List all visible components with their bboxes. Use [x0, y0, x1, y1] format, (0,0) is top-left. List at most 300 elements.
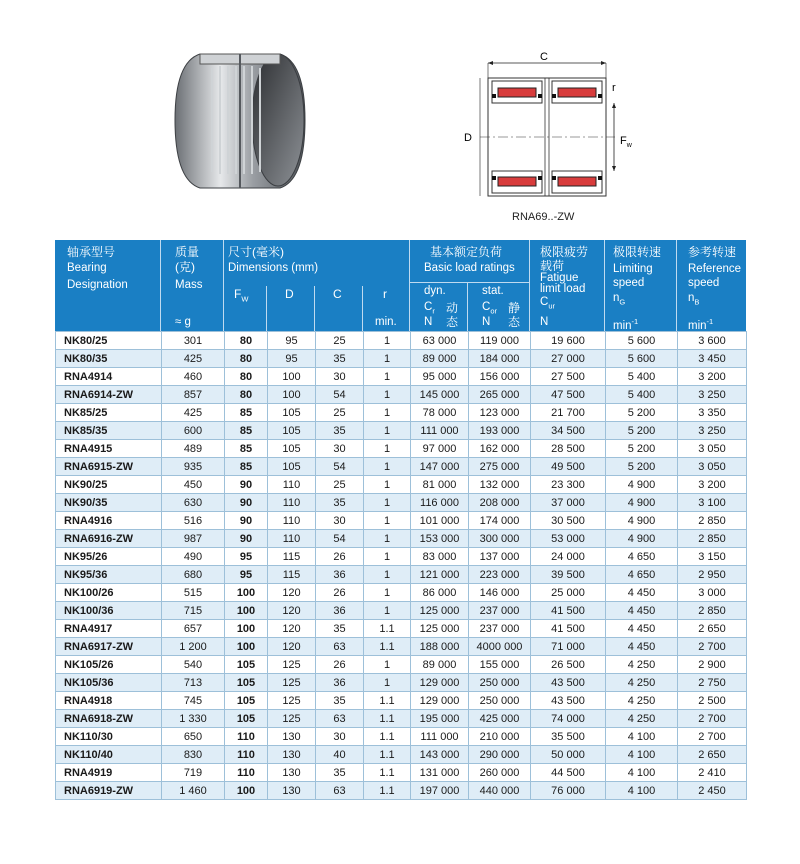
cell-mass: 719 [162, 764, 225, 782]
cell-reference-speed: 2 450 [678, 782, 747, 800]
table-row [56, 782, 747, 800]
cell-designation: NK85/35 [56, 422, 162, 440]
cell-dyn: 197 000 [411, 782, 469, 800]
cell-c: 35 [316, 692, 364, 710]
load-en: Basic load ratings [424, 262, 515, 274]
cell-fatigue: 43 500 [531, 692, 606, 710]
cell-fw: 105 [225, 692, 268, 710]
bearing-spec-table [55, 331, 747, 800]
cell-dyn: 83 000 [411, 548, 469, 566]
cell-r: 1.1 [364, 620, 411, 638]
cell-limiting-speed: 4 900 [606, 512, 678, 530]
cell-fw: 110 [225, 764, 268, 782]
cell-reference-speed: 3 050 [678, 458, 747, 476]
cell-fatigue: 26 500 [531, 656, 606, 674]
cell-fatigue: 27 500 [531, 368, 606, 386]
cell-fw: 80 [225, 386, 268, 404]
cell-designation: NK100/26 [56, 584, 162, 602]
cell-limiting-speed: 5 600 [606, 350, 678, 368]
cell-c: 40 [316, 746, 364, 764]
cell-mass: 650 [162, 728, 225, 746]
cell-c: 36 [316, 566, 364, 584]
cell-reference-speed: 3 100 [678, 494, 747, 512]
cell-limiting-speed: 4 450 [606, 638, 678, 656]
cell-fw: 100 [225, 638, 268, 656]
limiting-en2: speed [613, 277, 645, 289]
cell-d: 110 [268, 494, 316, 512]
stat-cn1: 静 [508, 301, 521, 315]
cell-mass: 715 [162, 602, 225, 620]
cell-c: 54 [316, 530, 364, 548]
cell-designation: RNA6919-ZW [56, 782, 162, 800]
cell-stat: 300 000 [469, 530, 531, 548]
cell-stat: 162 000 [469, 440, 531, 458]
cell-fatigue: 35 500 [531, 728, 606, 746]
cell-limiting-speed: 4 100 [606, 728, 678, 746]
table-row [56, 332, 747, 350]
header-designation [55, 240, 161, 331]
cell-stat: 4000 000 [469, 638, 531, 656]
cell-reference-speed: 3 050 [678, 440, 747, 458]
cell-stat: 174 000 [469, 512, 531, 530]
cell-mass: 489 [162, 440, 225, 458]
cell-dyn: 129 000 [411, 674, 469, 692]
table-row [56, 350, 747, 368]
table-row [56, 512, 747, 530]
cell-designation: RNA4914 [56, 368, 162, 386]
cell-reference-speed: 3 250 [678, 422, 747, 440]
cell-mass: 1 200 [162, 638, 225, 656]
cell-stat: 184 000 [469, 350, 531, 368]
cell-dyn: 95 000 [411, 368, 469, 386]
cell-fw: 105 [225, 656, 268, 674]
cell-r: 1.1 [364, 692, 411, 710]
cell-limiting-speed: 4 250 [606, 656, 678, 674]
cell-r: 1 [364, 674, 411, 692]
cell-designation: RNA4916 [56, 512, 162, 530]
cell-d: 130 [268, 728, 316, 746]
fatigue-unit: N [540, 316, 549, 328]
cell-d: 130 [268, 764, 316, 782]
cell-designation: RNA4918 [56, 692, 162, 710]
cell-fatigue: 34 500 [531, 422, 606, 440]
cell-designation: RNA4915 [56, 440, 162, 458]
cell-fw: 105 [225, 710, 268, 728]
cell-r: 1 [364, 584, 411, 602]
cell-fatigue: 71 000 [531, 638, 606, 656]
cell-fatigue: 30 500 [531, 512, 606, 530]
cell-r: 1 [364, 476, 411, 494]
table-row [56, 404, 747, 422]
table-row [56, 602, 747, 620]
header-dyn [410, 282, 468, 331]
cell-reference-speed: 3 200 [678, 476, 747, 494]
cell-fw: 100 [225, 584, 268, 602]
cell-limiting-speed: 4 250 [606, 692, 678, 710]
cell-fw: 80 [225, 350, 268, 368]
cell-fatigue: 41 500 [531, 602, 606, 620]
table-row [56, 440, 747, 458]
cell-c: 35 [316, 350, 364, 368]
cell-dyn: 89 000 [411, 656, 469, 674]
cell-reference-speed: 2 850 [678, 530, 747, 548]
cell-stat: 155 000 [469, 656, 531, 674]
drawing-caption: RNA69..-ZW [512, 211, 575, 223]
cell-dyn: 116 000 [411, 494, 469, 512]
cell-dyn: 63 000 [411, 332, 469, 350]
cell-d: 120 [268, 620, 316, 638]
cell-stat: 250 000 [469, 674, 531, 692]
cell-dyn: 125 000 [411, 602, 469, 620]
stat-unit: N [482, 316, 491, 328]
limiting-en1: Limiting [613, 263, 653, 275]
cell-fw: 85 [225, 440, 268, 458]
cell-dyn: 145 000 [411, 386, 469, 404]
cell-d: 105 [268, 458, 316, 476]
cell-stat: 250 000 [469, 692, 531, 710]
cell-designation: NK105/36 [56, 674, 162, 692]
cell-reference-speed: 2 410 [678, 764, 747, 782]
cell-r: 1 [364, 566, 411, 584]
mass-cn2: (克) [175, 260, 195, 274]
cell-reference-speed: 2 700 [678, 638, 747, 656]
cell-fw: 95 [225, 566, 268, 584]
cell-reference-speed: 2 650 [678, 620, 747, 638]
cell-mass: 630 [162, 494, 225, 512]
mass-en: Mass [175, 279, 203, 291]
fatigue-en1: Fatigue [540, 272, 579, 284]
cell-r: 1 [364, 440, 411, 458]
cell-mass: 515 [162, 584, 225, 602]
cell-reference-speed: 3 350 [678, 404, 747, 422]
cell-fw: 100 [225, 782, 268, 800]
cell-d: 100 [268, 386, 316, 404]
cell-fw: 90 [225, 512, 268, 530]
cell-dyn: 78 000 [411, 404, 469, 422]
cell-r: 1 [364, 386, 411, 404]
cell-reference-speed: 3 600 [678, 332, 747, 350]
cell-r: 1 [364, 548, 411, 566]
cell-fatigue: 41 500 [531, 620, 606, 638]
cell-reference-speed: 2 500 [678, 692, 747, 710]
cell-stat: 119 000 [469, 332, 531, 350]
cell-r: 1 [364, 602, 411, 620]
cell-c: 63 [316, 782, 364, 800]
cell-d: 115 [268, 566, 316, 584]
cell-stat: 208 000 [469, 494, 531, 512]
load-divider [410, 282, 530, 283]
stat-cn2: 态 [508, 315, 521, 329]
limiting-symbol: $n_G$ [613, 292, 626, 307]
cell-fw: 90 [225, 494, 268, 512]
cell-c: 30 [316, 440, 364, 458]
cell-c: 35 [316, 422, 364, 440]
cell-dyn: 101 000 [411, 512, 469, 530]
cell-limiting-speed: 4 450 [606, 584, 678, 602]
cell-d: 125 [268, 692, 316, 710]
header-reference-speed [677, 240, 746, 331]
table-row [56, 692, 747, 710]
cell-d: 110 [268, 530, 316, 548]
cell-limiting-speed: 4 650 [606, 566, 678, 584]
cell-r: 1.1 [364, 746, 411, 764]
header-load-ratings [410, 240, 530, 331]
designation-en2: Designation [67, 279, 128, 291]
cell-mass: 516 [162, 512, 225, 530]
cell-designation: NK110/30 [56, 728, 162, 746]
table-row [56, 368, 747, 386]
dimensions-cn: 尺寸(毫米) [228, 245, 284, 259]
cell-designation: NK100/36 [56, 602, 162, 620]
cell-d: 120 [268, 584, 316, 602]
cell-limiting-speed: 4 450 [606, 620, 678, 638]
cell-dyn: 86 000 [411, 584, 469, 602]
cell-r: 1 [364, 458, 411, 476]
cell-mass: 600 [162, 422, 225, 440]
table-row [56, 728, 747, 746]
cell-d: 105 [268, 404, 316, 422]
cell-reference-speed: 3 450 [678, 350, 747, 368]
c-symbol: C [333, 287, 342, 301]
cell-limiting-speed: 5 600 [606, 332, 678, 350]
limiting-cn: 极限转速 [613, 245, 662, 259]
cell-stat: 290 000 [469, 746, 531, 764]
table-row [56, 566, 747, 584]
mass-cn: 质量 [175, 245, 200, 259]
cell-fw: 85 [225, 404, 268, 422]
cell-fatigue: 53 000 [531, 530, 606, 548]
table-row [56, 620, 747, 638]
cell-fatigue: 24 000 [531, 548, 606, 566]
table-row [56, 494, 747, 512]
cell-c: 25 [316, 404, 364, 422]
cell-c: 35 [316, 620, 364, 638]
cell-stat: 210 000 [469, 728, 531, 746]
cell-d: 115 [268, 548, 316, 566]
fw-symbol: $F_W$ [234, 287, 249, 304]
header-c [315, 286, 363, 331]
cell-reference-speed: 3 150 [678, 548, 747, 566]
cell-c: 25 [316, 332, 364, 350]
cell-fatigue: 21 700 [531, 404, 606, 422]
table-row [56, 422, 747, 440]
cell-fw: 100 [225, 602, 268, 620]
cell-r: 1.1 [364, 710, 411, 728]
cell-d: 130 [268, 746, 316, 764]
stat-label: stat. [482, 285, 504, 297]
cell-limiting-speed: 5 200 [606, 458, 678, 476]
cell-reference-speed: 2 950 [678, 566, 747, 584]
cell-designation: NK95/26 [56, 548, 162, 566]
cell-dyn: 153 000 [411, 530, 469, 548]
cell-d: 100 [268, 368, 316, 386]
cell-fw: 80 [225, 368, 268, 386]
cell-c: 30 [316, 512, 364, 530]
cell-stat: 275 000 [469, 458, 531, 476]
cell-limiting-speed: 4 100 [606, 764, 678, 782]
cell-mass: 450 [162, 476, 225, 494]
cell-fatigue: 27 000 [531, 350, 606, 368]
cell-dyn: 89 000 [411, 350, 469, 368]
cell-fatigue: 50 000 [531, 746, 606, 764]
cell-d: 105 [268, 440, 316, 458]
cell-limiting-speed: 5 200 [606, 440, 678, 458]
cell-c: 30 [316, 368, 364, 386]
table-row [56, 764, 747, 782]
cell-limiting-speed: 5 400 [606, 386, 678, 404]
cell-limiting-speed: 4 900 [606, 494, 678, 512]
reference-symbol: $n_B$ [688, 292, 700, 307]
cell-c: 26 [316, 656, 364, 674]
cell-r: 1 [364, 512, 411, 530]
label-r: r [612, 82, 616, 94]
cell-reference-speed: 2 850 [678, 512, 747, 530]
cell-fatigue: 43 500 [531, 674, 606, 692]
cell-dyn: 97 000 [411, 440, 469, 458]
cell-c: 54 [316, 386, 364, 404]
cell-d: 95 [268, 350, 316, 368]
r-symbol: r [383, 287, 387, 301]
header-fatigue [530, 240, 605, 331]
cell-r: 1.1 [364, 764, 411, 782]
cell-designation: NK95/36 [56, 566, 162, 584]
header-mass [161, 240, 224, 331]
table-header [55, 240, 746, 331]
reference-en2: speed [688, 277, 720, 289]
cell-r: 1 [364, 332, 411, 350]
dyn-unit: N [424, 316, 433, 328]
reference-cn: 参考转速 [688, 245, 737, 259]
cell-designation: RNA6918-ZW [56, 710, 162, 728]
cell-d: 125 [268, 674, 316, 692]
cell-designation: NK90/35 [56, 494, 162, 512]
cell-fw: 110 [225, 728, 268, 746]
cell-reference-speed: 2 700 [678, 728, 747, 746]
cell-stat: 440 000 [469, 782, 531, 800]
cell-designation: NK105/26 [56, 656, 162, 674]
cell-fw: 85 [225, 422, 268, 440]
cell-r: 1 [364, 404, 411, 422]
load-cn: 基本额定负荷 [430, 245, 503, 259]
cell-c: 35 [316, 764, 364, 782]
cell-reference-speed: 2 650 [678, 746, 747, 764]
table-row [56, 674, 747, 692]
cell-mass: 987 [162, 530, 225, 548]
cell-stat: 146 000 [469, 584, 531, 602]
cell-fatigue: 19 600 [531, 332, 606, 350]
dyn-symbol: $C_r$ [424, 301, 435, 316]
reference-unit: $\min^{-1}$ [688, 317, 714, 332]
mass-unit: ≈ g [175, 316, 191, 328]
cell-mass: 490 [162, 548, 225, 566]
cell-designation: RNA4917 [56, 620, 162, 638]
cell-mass: 460 [162, 368, 225, 386]
reference-en1: Reference [688, 263, 742, 275]
header-fw [224, 286, 267, 331]
cell-mass: 1 460 [162, 782, 225, 800]
cell-d: 120 [268, 602, 316, 620]
cell-mass: 830 [162, 746, 225, 764]
dimensions-en: Dimensions (mm) [228, 262, 319, 274]
bearing-photo [160, 42, 310, 192]
cell-stat: 237 000 [469, 602, 531, 620]
cell-dyn: 81 000 [411, 476, 469, 494]
d-symbol: D [285, 287, 294, 301]
cell-stat: 193 000 [469, 422, 531, 440]
cell-limiting-speed: 5 200 [606, 422, 678, 440]
cell-mass: 713 [162, 674, 225, 692]
table-row [56, 746, 747, 764]
cell-r: 1 [364, 422, 411, 440]
fatigue-en2: limit load [540, 283, 586, 295]
label-fw: $F_w$ [620, 135, 632, 149]
stat-symbol: $C_{or}$ [482, 301, 497, 316]
cell-fatigue: 49 500 [531, 458, 606, 476]
cell-limiting-speed: 4 900 [606, 530, 678, 548]
label-c: C [540, 51, 548, 63]
header-r [363, 286, 410, 331]
cell-c: 30 [316, 728, 364, 746]
cell-fatigue: 76 000 [531, 782, 606, 800]
cell-d: 120 [268, 638, 316, 656]
cell-r: 1 [364, 368, 411, 386]
cell-c: 36 [316, 674, 364, 692]
cell-fatigue: 47 500 [531, 386, 606, 404]
cell-c: 25 [316, 476, 364, 494]
cell-fatigue: 23 300 [531, 476, 606, 494]
cell-limiting-speed: 4 900 [606, 476, 678, 494]
label-d: D [464, 132, 472, 144]
cell-dyn: 111 000 [411, 728, 469, 746]
cell-d: 125 [268, 656, 316, 674]
cell-r: 1 [364, 656, 411, 674]
cell-d: 105 [268, 422, 316, 440]
cell-fw: 80 [225, 332, 268, 350]
cell-fatigue: 37 000 [531, 494, 606, 512]
cell-d: 95 [268, 332, 316, 350]
table-row [56, 656, 747, 674]
cell-c: 35 [316, 494, 364, 512]
cell-fatigue: 28 500 [531, 440, 606, 458]
fatigue-cn1: 极限疲劳 [540, 245, 589, 259]
cell-designation: NK80/35 [56, 350, 162, 368]
cell-mass: 425 [162, 404, 225, 422]
cell-mass: 425 [162, 350, 225, 368]
dyn-cn1: 动 [446, 301, 459, 315]
cell-stat: 223 000 [469, 566, 531, 584]
cell-designation: RNA6915-ZW [56, 458, 162, 476]
cell-fw: 110 [225, 746, 268, 764]
table-row [56, 530, 747, 548]
cell-dyn: 125 000 [411, 620, 469, 638]
cell-mass: 935 [162, 458, 225, 476]
cell-r: 1.1 [364, 782, 411, 800]
cell-fw: 95 [225, 548, 268, 566]
cell-mass: 301 [162, 332, 225, 350]
header-stat [468, 282, 530, 331]
header-limiting-speed [605, 240, 677, 331]
cell-limiting-speed: 4 250 [606, 674, 678, 692]
cell-fw: 100 [225, 620, 268, 638]
cell-mass: 540 [162, 656, 225, 674]
table-row [56, 548, 747, 566]
cell-d: 130 [268, 782, 316, 800]
cell-limiting-speed: 4 100 [606, 782, 678, 800]
cell-d: 110 [268, 476, 316, 494]
r-unit: min. [375, 316, 397, 328]
table-row [56, 710, 747, 728]
cell-stat: 137 000 [469, 548, 531, 566]
